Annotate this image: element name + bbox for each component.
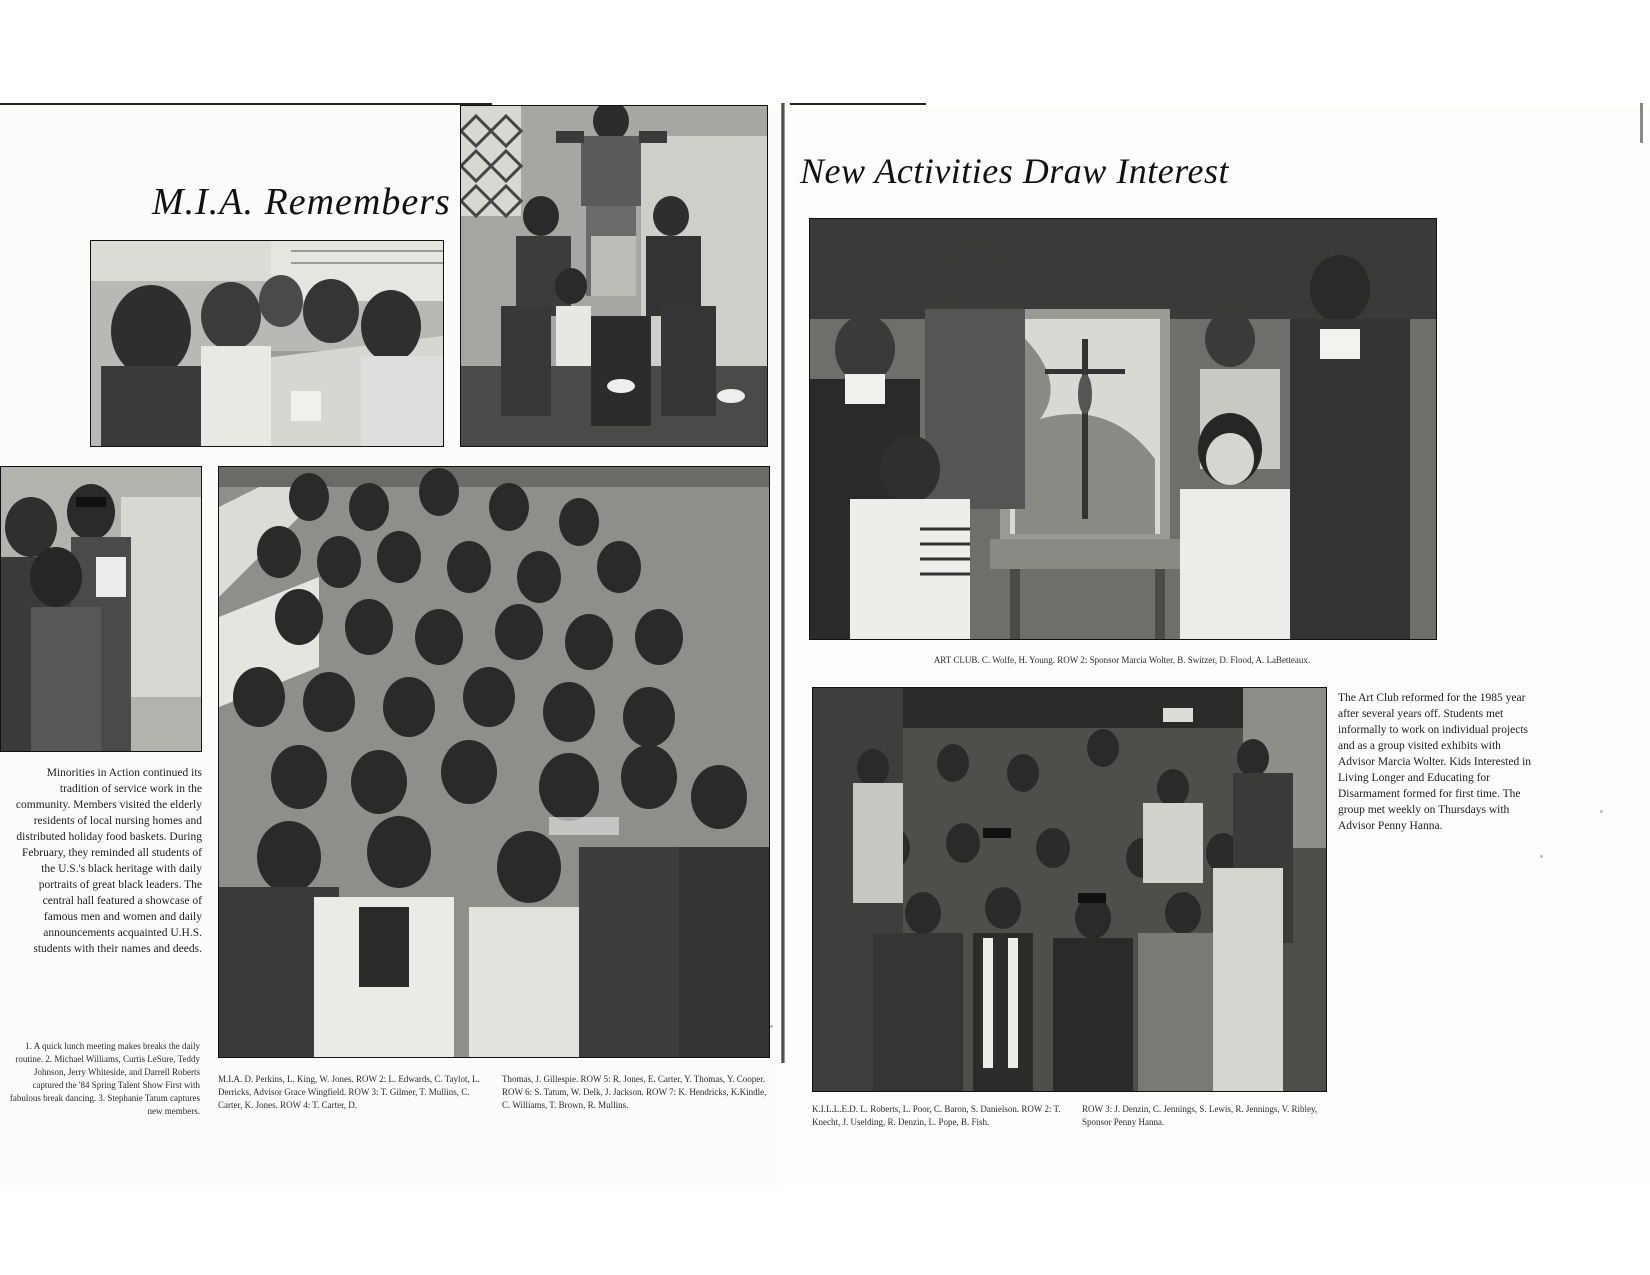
new-activities-heading: New Activities Draw Interest <box>800 151 1229 191</box>
killed-group-photo <box>812 687 1327 1092</box>
mia-group-caption-part1: M.I.A. D. Perkins, L. King, W. Jones. ROW 2: L. Edwards, C. Taylot, L. Derricks, Advisor Grace Wingfield. ROW 3: T. Gilmer, T. Mullins, C. Carter, K. Jones. ROW 4: T. Carter, D. <box>218 1074 480 1110</box>
top-rule-left <box>0 103 492 105</box>
break-dancing-photo <box>460 105 768 447</box>
page-edge-mark <box>1640 103 1643 143</box>
art-club-caption: ART CLUB. C. Wolfe, H. Young. ROW 2: Sponsor Marcia Wolter, B. Switzer, D. Flood, A. LaBetteaux. <box>933 655 1311 665</box>
mia-group-photo <box>218 466 770 1058</box>
killed-caption-part1: K.I.L.L.E.D. L. Roberts, L. Poor, C. Baron, S. Danielson. ROW 2: T. Knecht, J. Uselding, R. Denzin, L. Pope, B. Fish. <box>812 1104 1061 1127</box>
mia-group-caption-part2: Thomas, J. Gillespie. ROW 5: R. Jones, E. Carter, Y. Thomas, Y. Cooper. ROW 6: S. Tatum, W. Delk, J. Jackson. ROW 7: K. Hendricks, K.Kindle, C. Williams, T. Brown, R. Mullins. <box>502 1074 767 1110</box>
art-club-story-text: The Art Club reformed for the 1985 year after several years off. Students met informally to work on individual projects and as a group visited exhibits with Advisor Marcia Wolter. Kids Interested in Living Longer and Educating for Disarmament formed for first time. The group met weekly on Thursdays with Advisor Penny Hanna. <box>1338 692 1532 832</box>
photo-captions: 1. A quick lunch meeting makes breaks the daily routine. 2. Michael Williams, Curtis LeSure, Teddy Johnson, Jerry Whiteside, and Darrell Roberts captured the '84 Spring Talent Show First with fabulous break dancing. 3. Stephanie Tatum captures new members. <box>9 1041 200 1116</box>
scan-speck <box>1540 855 1543 858</box>
stephanie-tatum-photo <box>0 466 202 752</box>
mia-heading: M.I.A. Remembers <box>152 181 451 223</box>
lunch-meeting-photo <box>90 240 444 447</box>
scan-speck <box>1600 810 1603 813</box>
top-rule-right <box>790 103 926 105</box>
scan-speck <box>770 1025 773 1028</box>
art-club-photo <box>809 218 1437 640</box>
killed-caption-part2: ROW 3: J. Denzin, C. Jennings, S. Lewis, R. Jennings, V. Ribley, Sponsor Penny Hanna. <box>1082 1104 1318 1127</box>
page-spine <box>781 103 785 1063</box>
mia-story-text: Minorities in Action continued its tradition of service work in the community. Members visited the elderly residents of local nursing homes and distributed holiday food baskets. During February, they reminded all students of the U.S.'s black heritage with daily portraits of great black leaders. The central hall featured a showcase of famous men and women and daily announcements acquainted U.H.S. students with their names and deeds. <box>15 767 202 955</box>
